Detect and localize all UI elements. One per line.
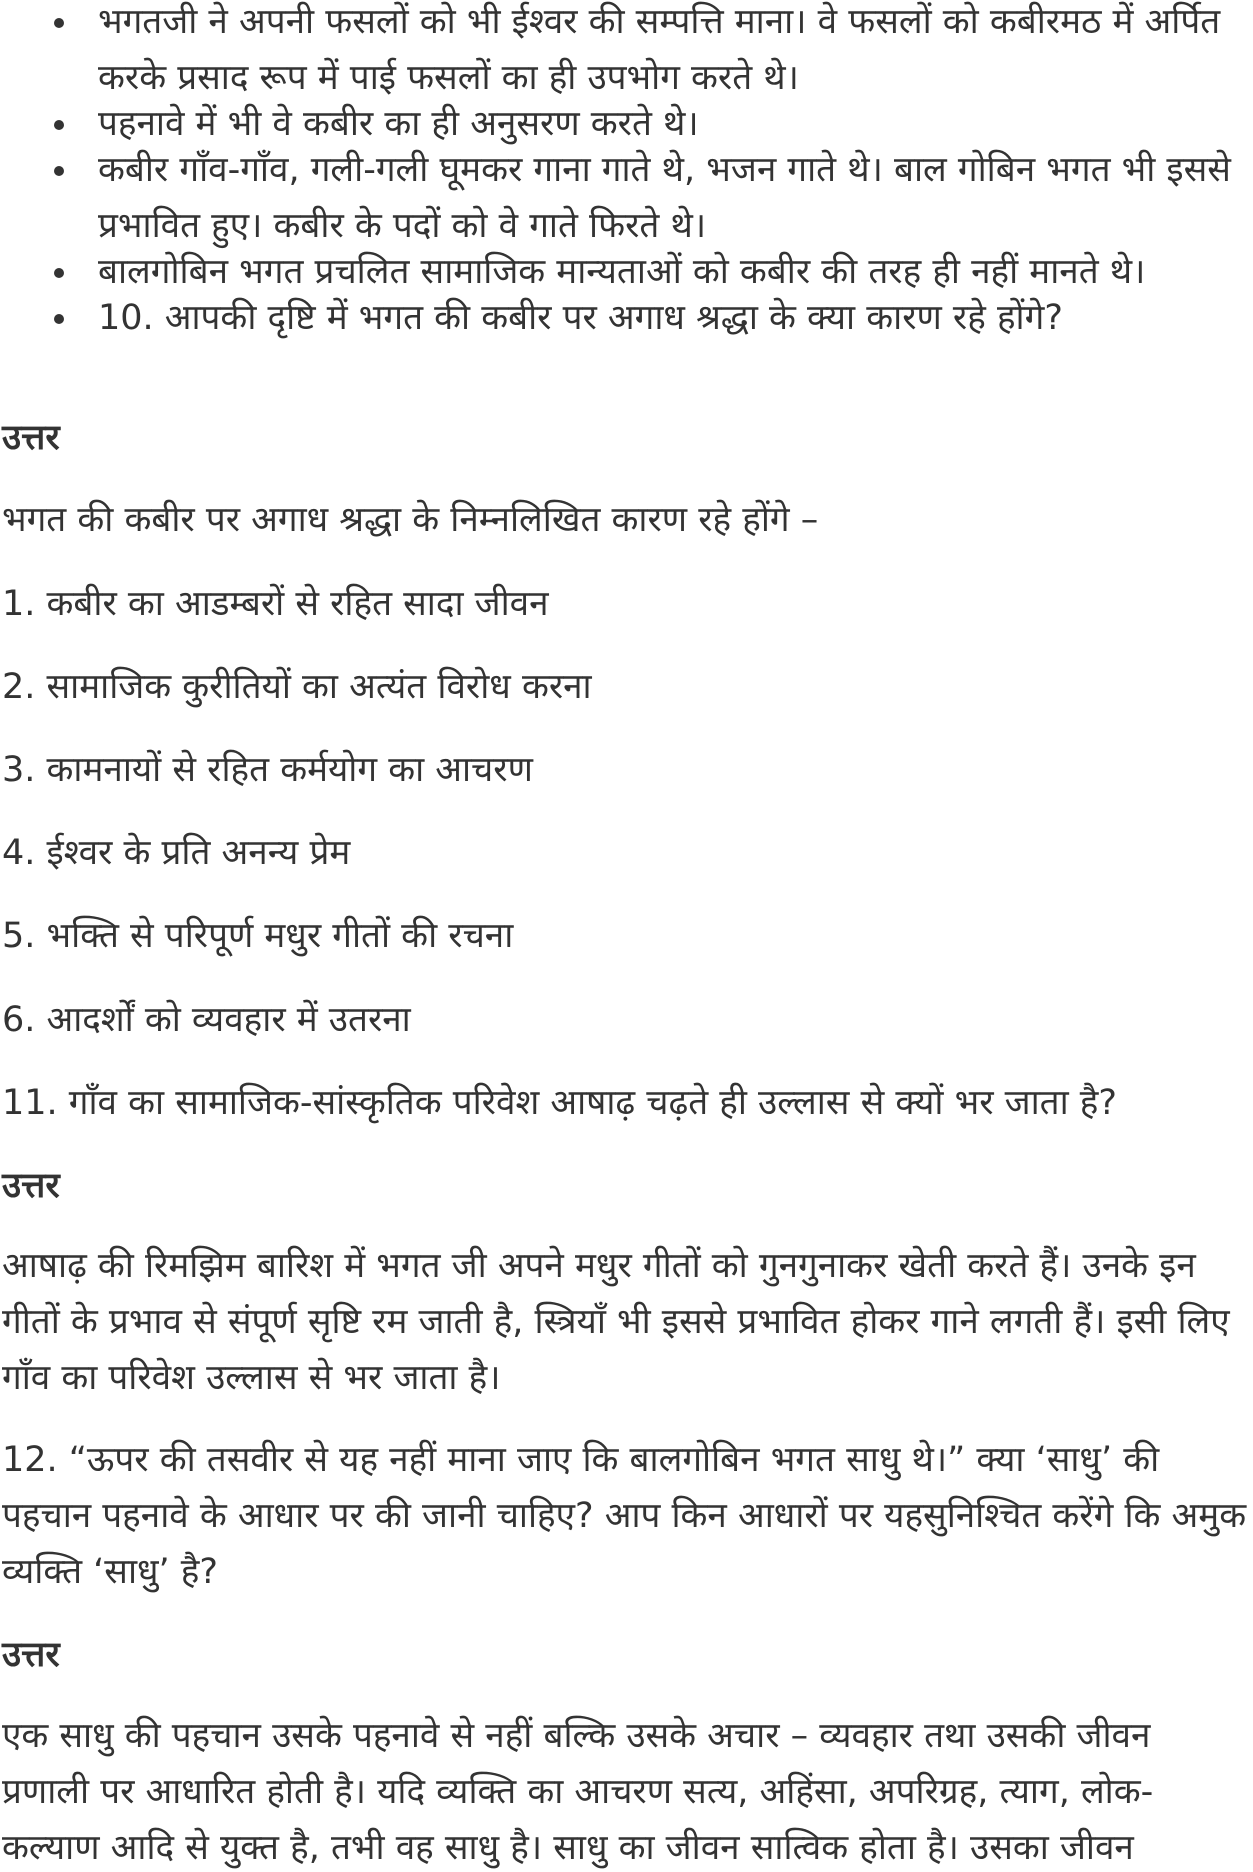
bullet-list (0, 0, 1245, 346)
bullet-icon (54, 120, 64, 130)
reason-item: 1. कबीर का आडम्बरों से रहित सादा जीवन (2, 584, 549, 624)
reason-item: 5. भक्ति से परिपूर्ण मधुर गीतों की रचना (2, 916, 514, 956)
bullet-text: 10. आपकी दृष्टि में भगत की कबीर पर अगाध श्रद्धा के क्या कारण रहे होंगे? (98, 298, 1063, 338)
answer-11: आषाढ़ की रिमझिम बारिश में भगत जी अपने मधुर गीतों को गुनगुनाकर खेती करते हैं। उनके इन गीतों के प्रभाव से संपूर्ण सृष्टि रम जाती है, स्त्रियाँ भी इससे प्रभावित होकर गाने लगती हैं। इसी लिए गाँव का परिवेश उल्लास से भर जाता है। (2, 1246, 1230, 1398)
reason-item: 2. सामाजिक कुरीतियों का अत्यंत विरोध करना (2, 667, 592, 707)
bullet-text: बालगोबिन भगत प्रचलित सामाजिक मान्यताओं को कबीर की तरह ही नहीं मानते थे। (98, 252, 1146, 292)
answer-heading: उत्तर (2, 1635, 60, 1675)
reason-item: 3. कामनायों से रहित कर्मयोग का आचरण (2, 750, 533, 790)
reason-item: 4. ईश्वर के प्रति अनन्य प्रेम (2, 833, 351, 873)
question-11: 11. गाँव का सामाजिक-सांस्कृतिक परिवेश आषाढ़ चढ़ते ही उल्लास से क्यों भर जाता है? (2, 1083, 1117, 1123)
list-item (0, 0, 1245, 106)
list-item (0, 290, 1245, 346)
bullet-icon (54, 18, 64, 28)
answer-intro: भगत की कबीर पर अगाध श्रद्धा के निम्नलिखित कारण रहे होंगे – (2, 500, 819, 540)
bullet-icon (54, 166, 64, 176)
answer-heading: उत्तर (2, 418, 60, 458)
question-12: 12. “ऊपर की तसवीर से यह नहीं माना जाए कि बालगोबिन भगत साधु थे।” क्या ‘साधु’ की पहचान पहनावे के आधार पर की जानी चाहिए? आप किन आधारों पर यहसुनिश्चित करेंगे कि अमुक व्यक्ति ‘साधु’ है? (2, 1440, 1247, 1592)
bullet-text: पहनावे में भी वे कबीर का ही अनुसरण करते थे। (98, 104, 699, 144)
reason-item: 6. आदर्शों को व्यवहार में उतरना (2, 1000, 411, 1040)
answer-heading: उत्तर (2, 1166, 60, 1206)
bullet-text: कबीर गाँव-गाँव, गली-गली घूमकर गाना गाते थे, भजन गाते थे। बाल गोबिन भगत भी इससे प्रभावित हुए। कबीर के पदों को वे गाते फिरते थे। (98, 150, 1231, 246)
bullet-icon (54, 314, 64, 324)
bullet-icon (54, 268, 64, 278)
bullet-text: भगतजी ने अपनी फसलों को भी ईश्वर की सम्पत्ति माना। वे फसलों को कबीरमठ में अर्पित करके प्रसाद रूप में पाई फसलों का ही उपभोग करते थे। (98, 2, 1221, 98)
list-item (0, 142, 1245, 254)
answer-12: एक साधु की पहचान उसके पहनावे से नहीं बल्कि उसके अचार – व्यवहार तथा उसकी जीवन प्रणाली पर आधारित होती है। यदि व्यक्ति का आचरण सत्य, अहिंसा, अपरिग्रह, त्याग, लोक-कल्याण आदि से युक्त है, तभी वह साधु है। साधु का जीवन सात्विक होता है। उसका जीवन (2, 1716, 1154, 1868)
